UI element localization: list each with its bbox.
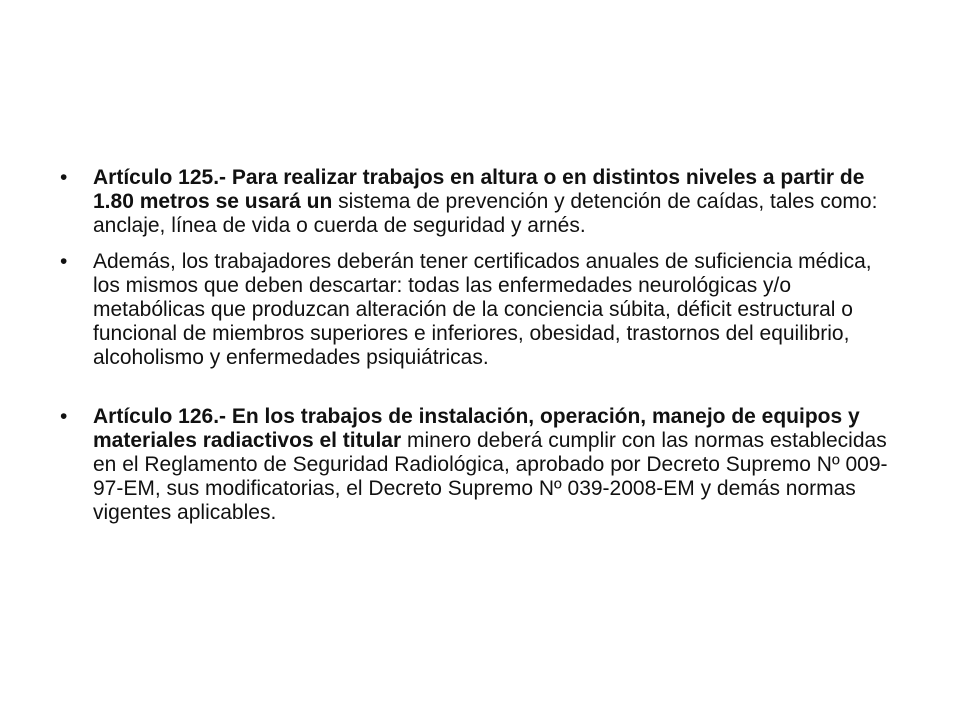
article-126-heading: Artículo 126.- En los trabajos de instalación, operación, manejo de equipos y materiales radiactivos el titular [93,405,860,452]
article-125-heading: Artículo 125.- Para realizar trabajos en altura o en distintos niveles a partir de 1.80 metros se usará un [93,166,865,213]
bullet-article-126 [60,405,890,525]
bullet-medical-certificates [60,250,890,370]
bullet-dot: • [60,250,68,273]
medical-certificates-text: Además, los trabajadores deberán tener certificados anuales de suficiencia médica, los mismos que deben descartar: todas las enfermedades neurológicas y/o metabólicas que produzcan alteración de la conciencia súbita, déficit estructural o funcional de miembros superiores e inferiores, obesidad, trastornos del equilibrio, alcoholismo y enfermedades psiquiátricas. [93,250,872,369]
bullet-dot: • [60,166,68,189]
slide-body [60,166,890,525]
bullet-article-125 [60,166,890,238]
article-126-text: minero deberá cumplir con las normas establecidas en el Reglamento de Seguridad Radiológica, aprobado por Decreto Supremo Nº 009-97-EM, sus modificatorias, el Decreto Supremo Nº 039-2008-EM y demás normas vigentes aplicables. [93,429,888,524]
article-125-text: sistema de prevención y detención de caídas, tales como: anclaje, línea de vida o cuerda de seguridad y arnés. [93,190,878,237]
bullet-dot: • [60,405,68,428]
